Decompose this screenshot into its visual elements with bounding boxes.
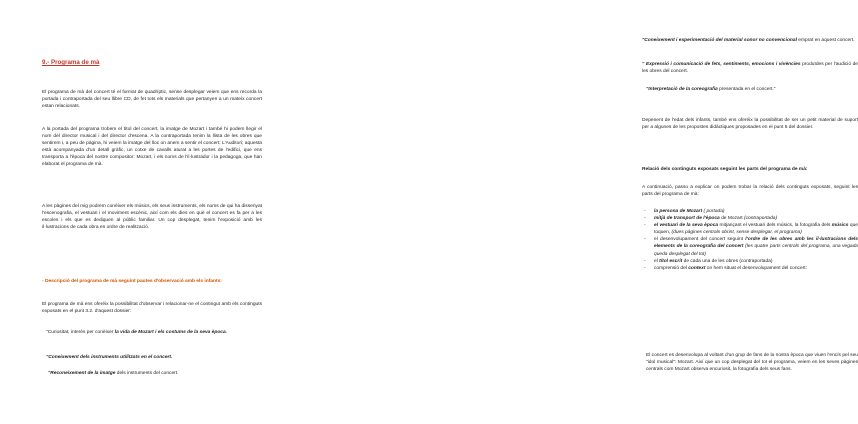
list-item-emph: l'ordre de les obres amb les il·lustracions dels elements de la coreografia del concert bbox=[654, 237, 858, 250]
paragraph-middle-pages: A les pàgines del mig podrem conèixer els músics, els seus instruments, els noms de qui ha dissenyat l'escenografia, el vestuari i el moviment escènic, així com els dies en què el concert es fa per a les escoles i els que es dediquen al públic familiar. Un cop desplegat, tenim l'exposició amb les il·lustracions de cada obra en ordre de realització. bbox=[42, 204, 262, 231]
quote-expression bbox=[642, 61, 858, 75]
relation-subheading: Relació dels continguts exposats seguint les parts del programa de mà: bbox=[642, 167, 808, 172]
list-item-text: (contraportada) bbox=[744, 216, 778, 222]
quote-expression-text: produïdes per l'audició de les obres del concert. bbox=[642, 62, 858, 75]
list-item-text: comprensió del bbox=[654, 265, 689, 271]
quote-sound-material bbox=[642, 37, 858, 44]
paragraph-concert-fans: El concert es desenvolupa al voltant d'un grup de fans de la nostra època que viuen l'encís pel seu "idol musical": Mozart. Així que un cop desplegat del tot el programa, veiem en les seves pàgines centrals com Mozart observa encuriosit, la fotografia dels seus fans. bbox=[646, 353, 858, 373]
list-item-text: de Mozart bbox=[719, 216, 744, 222]
list-item-emph: la persona de Mozart bbox=[654, 209, 703, 214]
quote-image bbox=[48, 370, 264, 377]
paragraph-depending-age: Depenent de l'edat dels infants, també ens oferéix la possibilitat de ser un petit material de suport per a algunes de les propostes didàctiques proposades en el punt 5 del dossier. bbox=[642, 118, 858, 131]
paragraph-cover: A la portada del programa trobem el títol del concert, la imatge de Mozart i també hi podem llegir el nom del director musical i del director d'escena. A la contraportada tenim la llista de les obres que sentirem i, a peu de pàgina, hi veiem la imatge del lloc on anem a sentir el concert: L'Auditori; aquesta està acompanyada d'un detall gràfic, un cotxe de cavalls aturat a les portes de l'edifici, que ens transporta a l'època del nostre compositor: Mozart, i els noms de l'il·lustrador i la pedagoga, que han elaborat el programa de mà. bbox=[42, 127, 262, 168]
list-item-text: (les quatre parts centrals del programa, una vegada queda desplegat del tot) bbox=[654, 244, 858, 257]
quote-choreography bbox=[646, 86, 858, 93]
quote-curiosity-text: "Curiositat, interès per conèixer bbox=[46, 330, 115, 335]
list-item-emph: títol escrit bbox=[659, 258, 683, 264]
quote-choreography-text: presentada en el concert." bbox=[717, 87, 776, 92]
list-item-text: ( portada) bbox=[702, 209, 725, 214]
quote-choreography-emph: "Interpretació de la coreografia bbox=[646, 87, 718, 92]
list-item bbox=[644, 222, 858, 236]
list-item-emph: mitjà de transport de l'època bbox=[654, 216, 720, 222]
section-heading: 9.- Programa de mà bbox=[42, 59, 100, 66]
observation-subheading: - Descripció del programa de mà seguint pautes d'observació amb els infants: bbox=[42, 279, 222, 284]
list-item bbox=[644, 265, 858, 272]
list-item bbox=[644, 236, 858, 257]
list-item-text: on hem situat el desenvolupament del concert: bbox=[705, 265, 807, 271]
quote-curiosity-emph: la vida de Mozart i els costums de la seva època. bbox=[114, 330, 228, 335]
paragraph-offers: El programa de mà ens oferéix la possibilitat d'observar i relacionar-ne el contingut amb els continguts exposats en el punt 3.2. d'aquest dossier: bbox=[42, 302, 262, 315]
quote-sound-text: emprat en aquest concert. bbox=[796, 38, 855, 43]
quote-instruments: "Coneixement dels instruments utilitzats en el concert. bbox=[46, 355, 173, 360]
list-item-text: mitjançant el vestuari dels músics, la fotografia dels bbox=[718, 223, 832, 229]
list-item-emph: context bbox=[688, 265, 706, 271]
list-item bbox=[644, 208, 858, 215]
list-item-text: que toquen, bbox=[654, 223, 858, 236]
list-item-text: el bbox=[654, 258, 660, 264]
right-page bbox=[300, 0, 858, 424]
quote-curiosity bbox=[46, 329, 262, 336]
quote-image-emph: "Reconeixement de la imatge bbox=[48, 371, 116, 376]
list-item bbox=[644, 258, 858, 265]
quote-image-text: dels instruments del concert. bbox=[115, 371, 179, 376]
quote-sound-emph: "Coneixement i experimentació del material sonor no convencional bbox=[642, 38, 797, 43]
left-page bbox=[0, 0, 300, 424]
paragraph-format: El programa de mà del concert té el format de quadríptic, sense desplegar veiem que ens recorda la portada i contraportada del seu llibre CD, de fet tots els materials que pertanyen a un mateix concert estan relacionats. bbox=[42, 90, 262, 110]
list-item bbox=[644, 215, 858, 222]
paragraph-next: A continuació, passo a explicar on podem trobar la relació dels continguts exposats, seguint les parts del programa de mà: bbox=[642, 185, 858, 198]
list-item-text: (dues pàgines centrals obrint, sense desplegar, el programa) bbox=[671, 230, 802, 236]
list-item-text: el desenvolupament del concert seguint bbox=[654, 237, 746, 243]
quote-expression-emph: " Expressió i comunicació de fets, sentiments, emocions i vivències bbox=[642, 62, 801, 67]
list-item-emph: el vestuari de la seva època bbox=[654, 223, 719, 229]
list-item-emph: músics bbox=[831, 223, 849, 229]
list-item-text: de cada una de les obres (contraportada) bbox=[682, 258, 773, 264]
content-list bbox=[644, 208, 858, 272]
